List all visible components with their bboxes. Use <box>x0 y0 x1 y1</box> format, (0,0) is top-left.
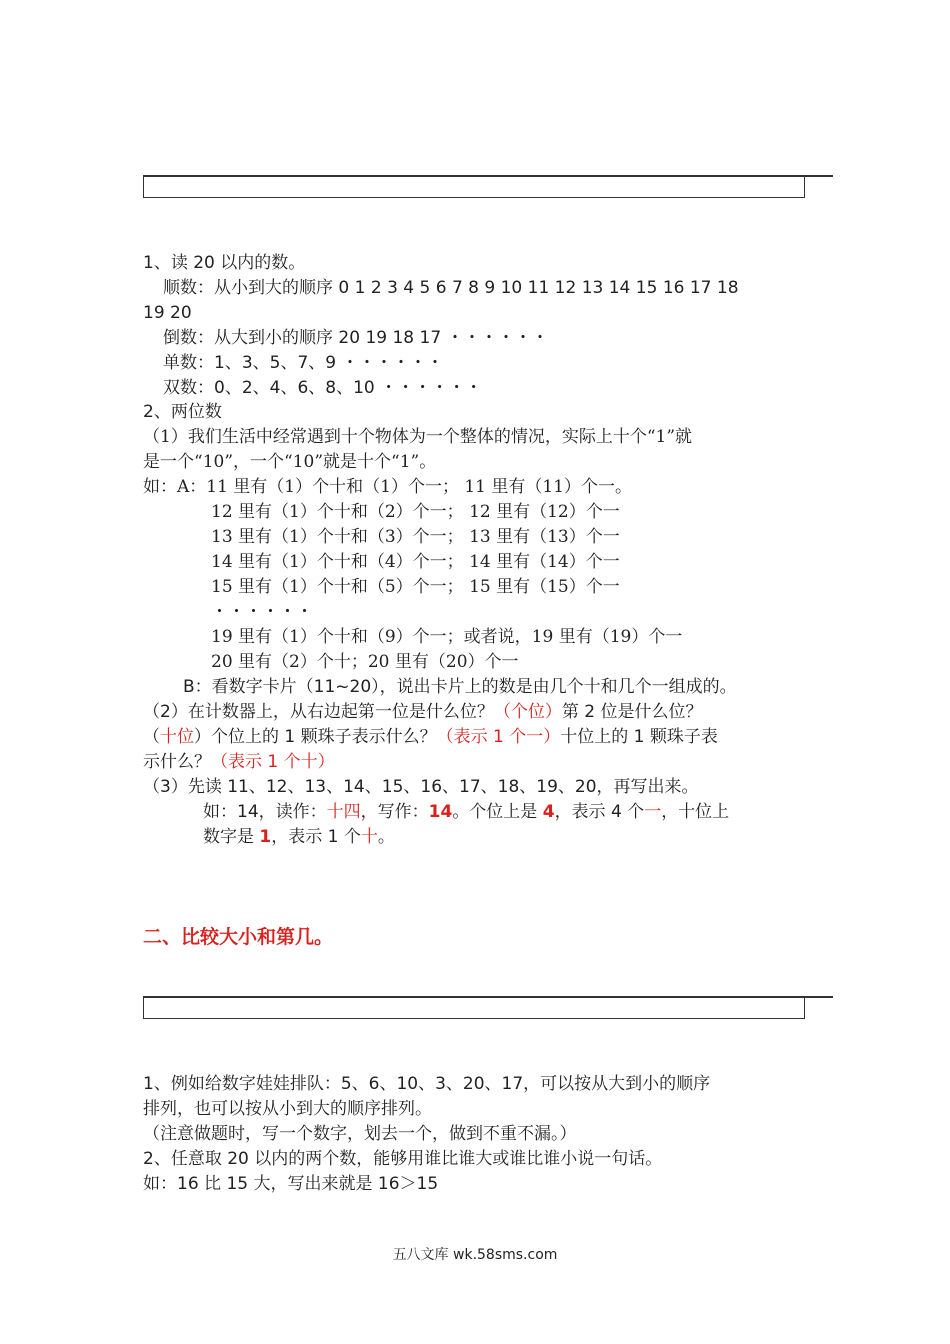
table-box-2 <box>143 997 805 1019</box>
sec1-line: 19 20 <box>143 303 192 323</box>
sec1-line: 20 里有（2）个十；20 里有（20）个一 <box>211 652 519 672</box>
table-box-1-extension <box>805 175 833 177</box>
sec1-line: 是一个“10”，一个“10”就是十个“1”。 <box>143 452 437 472</box>
sec1-example-line: 数字是 1，表示 1 个十。 <box>203 827 395 847</box>
footer-watermark: 五八文库 wk.58sms.com <box>392 1247 558 1263</box>
sec1-line-counter: （2）在计数器上，从右边起第一位是什么位？（个位）第 2 位是什么位？ <box>143 702 703 722</box>
sec2-line: 如：16 比 15 大，写出来就是 16＞15 <box>143 1174 439 1194</box>
sec1-line: 15 里有（1）个十和（5）个一； 15 里有（15）个一 <box>211 577 620 597</box>
sec1-line-counter: 示什么？（表示 1 个十） <box>143 752 335 772</box>
sec1-line: 如：A：11 里有（1）个十和（1）个一； 11 里有（11）个一。 <box>143 477 633 497</box>
sec1-line: 双数：0、2、4、6、8、10 ・・・・・・ <box>163 378 483 398</box>
section-heading: 二、比较大小和第几。 <box>143 926 334 948</box>
table-box-1 <box>143 176 805 198</box>
sec1-line: 13 里有（1）个十和（3）个一； 13 里有（13）个一 <box>211 527 620 547</box>
table-box-2-extension <box>805 996 833 998</box>
sec1-line: 单数：1、3、5、7、9 ・・・・・・ <box>163 353 444 373</box>
sec1-line: 倒数：从大到小的顺序 20 19 18 17 ・・・・・・ <box>163 328 549 348</box>
sec2-line: 2、任意取 20 以内的两个数，能够用谁比谁大或谁比谁小说一句话。 <box>143 1149 663 1169</box>
sec1-line: 顺数：从小到大的顺序 0 1 2 3 4 5 6 7 8 9 10 11 12 13 14 15 16 17 18 <box>163 278 739 298</box>
sec1-example-line: 如：14，读作：十四，写作：14。个位上是 4，表示 4 个一，十位上 <box>203 802 730 822</box>
sec1-line: （1）我们生活中经常遇到十个物体为一个整体的情况，实际上十个“1”就 <box>143 427 693 447</box>
sec1-line: ・・・・・・ <box>211 602 313 622</box>
sec1-line: 12 里有（1）个十和（2）个一； 12 里有（12）个一 <box>211 502 620 522</box>
sec1-line-counter: （十位）个位上的 1 颗珠子表示什么？（表示 1 个一）十位上的 1 颗珠子表 <box>143 727 718 747</box>
sec1-line: （3）先读 11、12、13、14、15、16、17、18、19、20，再写出来。 <box>143 777 699 797</box>
sec2-line: （注意做题时，写一个数字，划去一个，做到不重不漏。） <box>143 1124 577 1144</box>
sec2-line: 排列，也可以按从小到大的顺序排列。 <box>143 1099 432 1119</box>
sec1-line: 14 里有（1）个十和（4）个一； 14 里有（14）个一 <box>211 552 620 572</box>
sec1-line: B：看数字卡片（11~20），说出卡片上的数是由几个十和几个一组成的。 <box>183 677 737 697</box>
sec1-line: 2、两位数 <box>143 402 222 422</box>
sec1-line: 1、读 20 以内的数。 <box>143 253 306 273</box>
sec1-line: 19 里有（1）个十和（9）个一；或者说，19 里有（19）个一 <box>211 627 683 647</box>
sec2-line: 1、例如给数字娃娃排队：5、6、10、3、20、17，可以按从大到小的顺序 <box>143 1074 711 1094</box>
